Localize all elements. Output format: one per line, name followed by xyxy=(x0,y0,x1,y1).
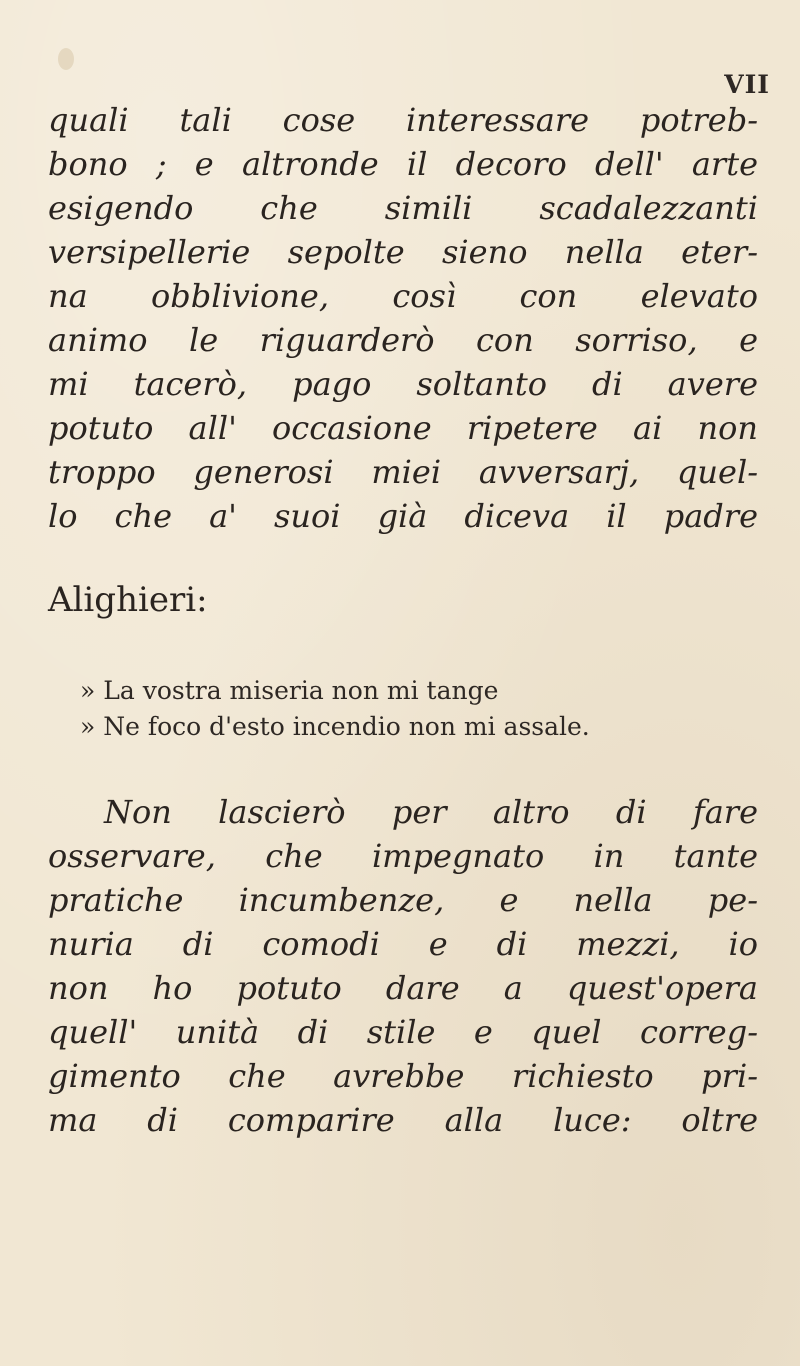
text-line: potuto all' occasione ripetere ai non xyxy=(48,409,758,447)
text-line: quell' unità di stile e quel correg- xyxy=(48,1013,758,1051)
text-line: esigendo che simili scadalezzanti xyxy=(48,189,758,227)
text-line: osservare, che impegnato in tante xyxy=(48,837,758,875)
paper-stain xyxy=(58,48,74,70)
attribution-name: Alighieri: xyxy=(48,580,208,620)
text-line: mi tacerò, pago soltanto di avere xyxy=(48,365,758,403)
paragraph-1 xyxy=(48,98,758,538)
text-line: na obblivione, così con elevato xyxy=(48,277,758,315)
text-line: non ho potuto dare a quest'opera xyxy=(48,969,758,1007)
quote-line: » Ne foco d'esto incendio non mi assale. xyxy=(80,712,590,741)
text-line: versipellerie sepolte sieno nella eter- xyxy=(48,233,758,271)
text-line: ma di comparire alla luce: oltre xyxy=(48,1101,758,1139)
paragraph-2 xyxy=(48,790,758,1142)
text-line: lo che a' suoi già diceva il padre xyxy=(48,497,758,535)
text-line: pratiche incumbenze, e nella pe- xyxy=(48,881,758,919)
text-line: animo le riguarderò con sorriso, e xyxy=(48,321,758,359)
page-number: VII xyxy=(724,70,770,99)
text-line: nuria di comodi e di mezzi, io xyxy=(48,925,758,963)
quote-line: » La vostra miseria non mi tange xyxy=(80,676,499,705)
text-line: gimento che avrebbe richiesto pri- xyxy=(48,1057,758,1095)
text-line: Non lascierò per altro di fare xyxy=(104,793,758,831)
text-line: quali tali cose interessare potreb- xyxy=(48,101,758,139)
text-line: troppo generosi miei avversarj, quel- xyxy=(48,453,758,491)
text-line: bono ; e altronde il decoro dell' arte xyxy=(48,145,758,183)
